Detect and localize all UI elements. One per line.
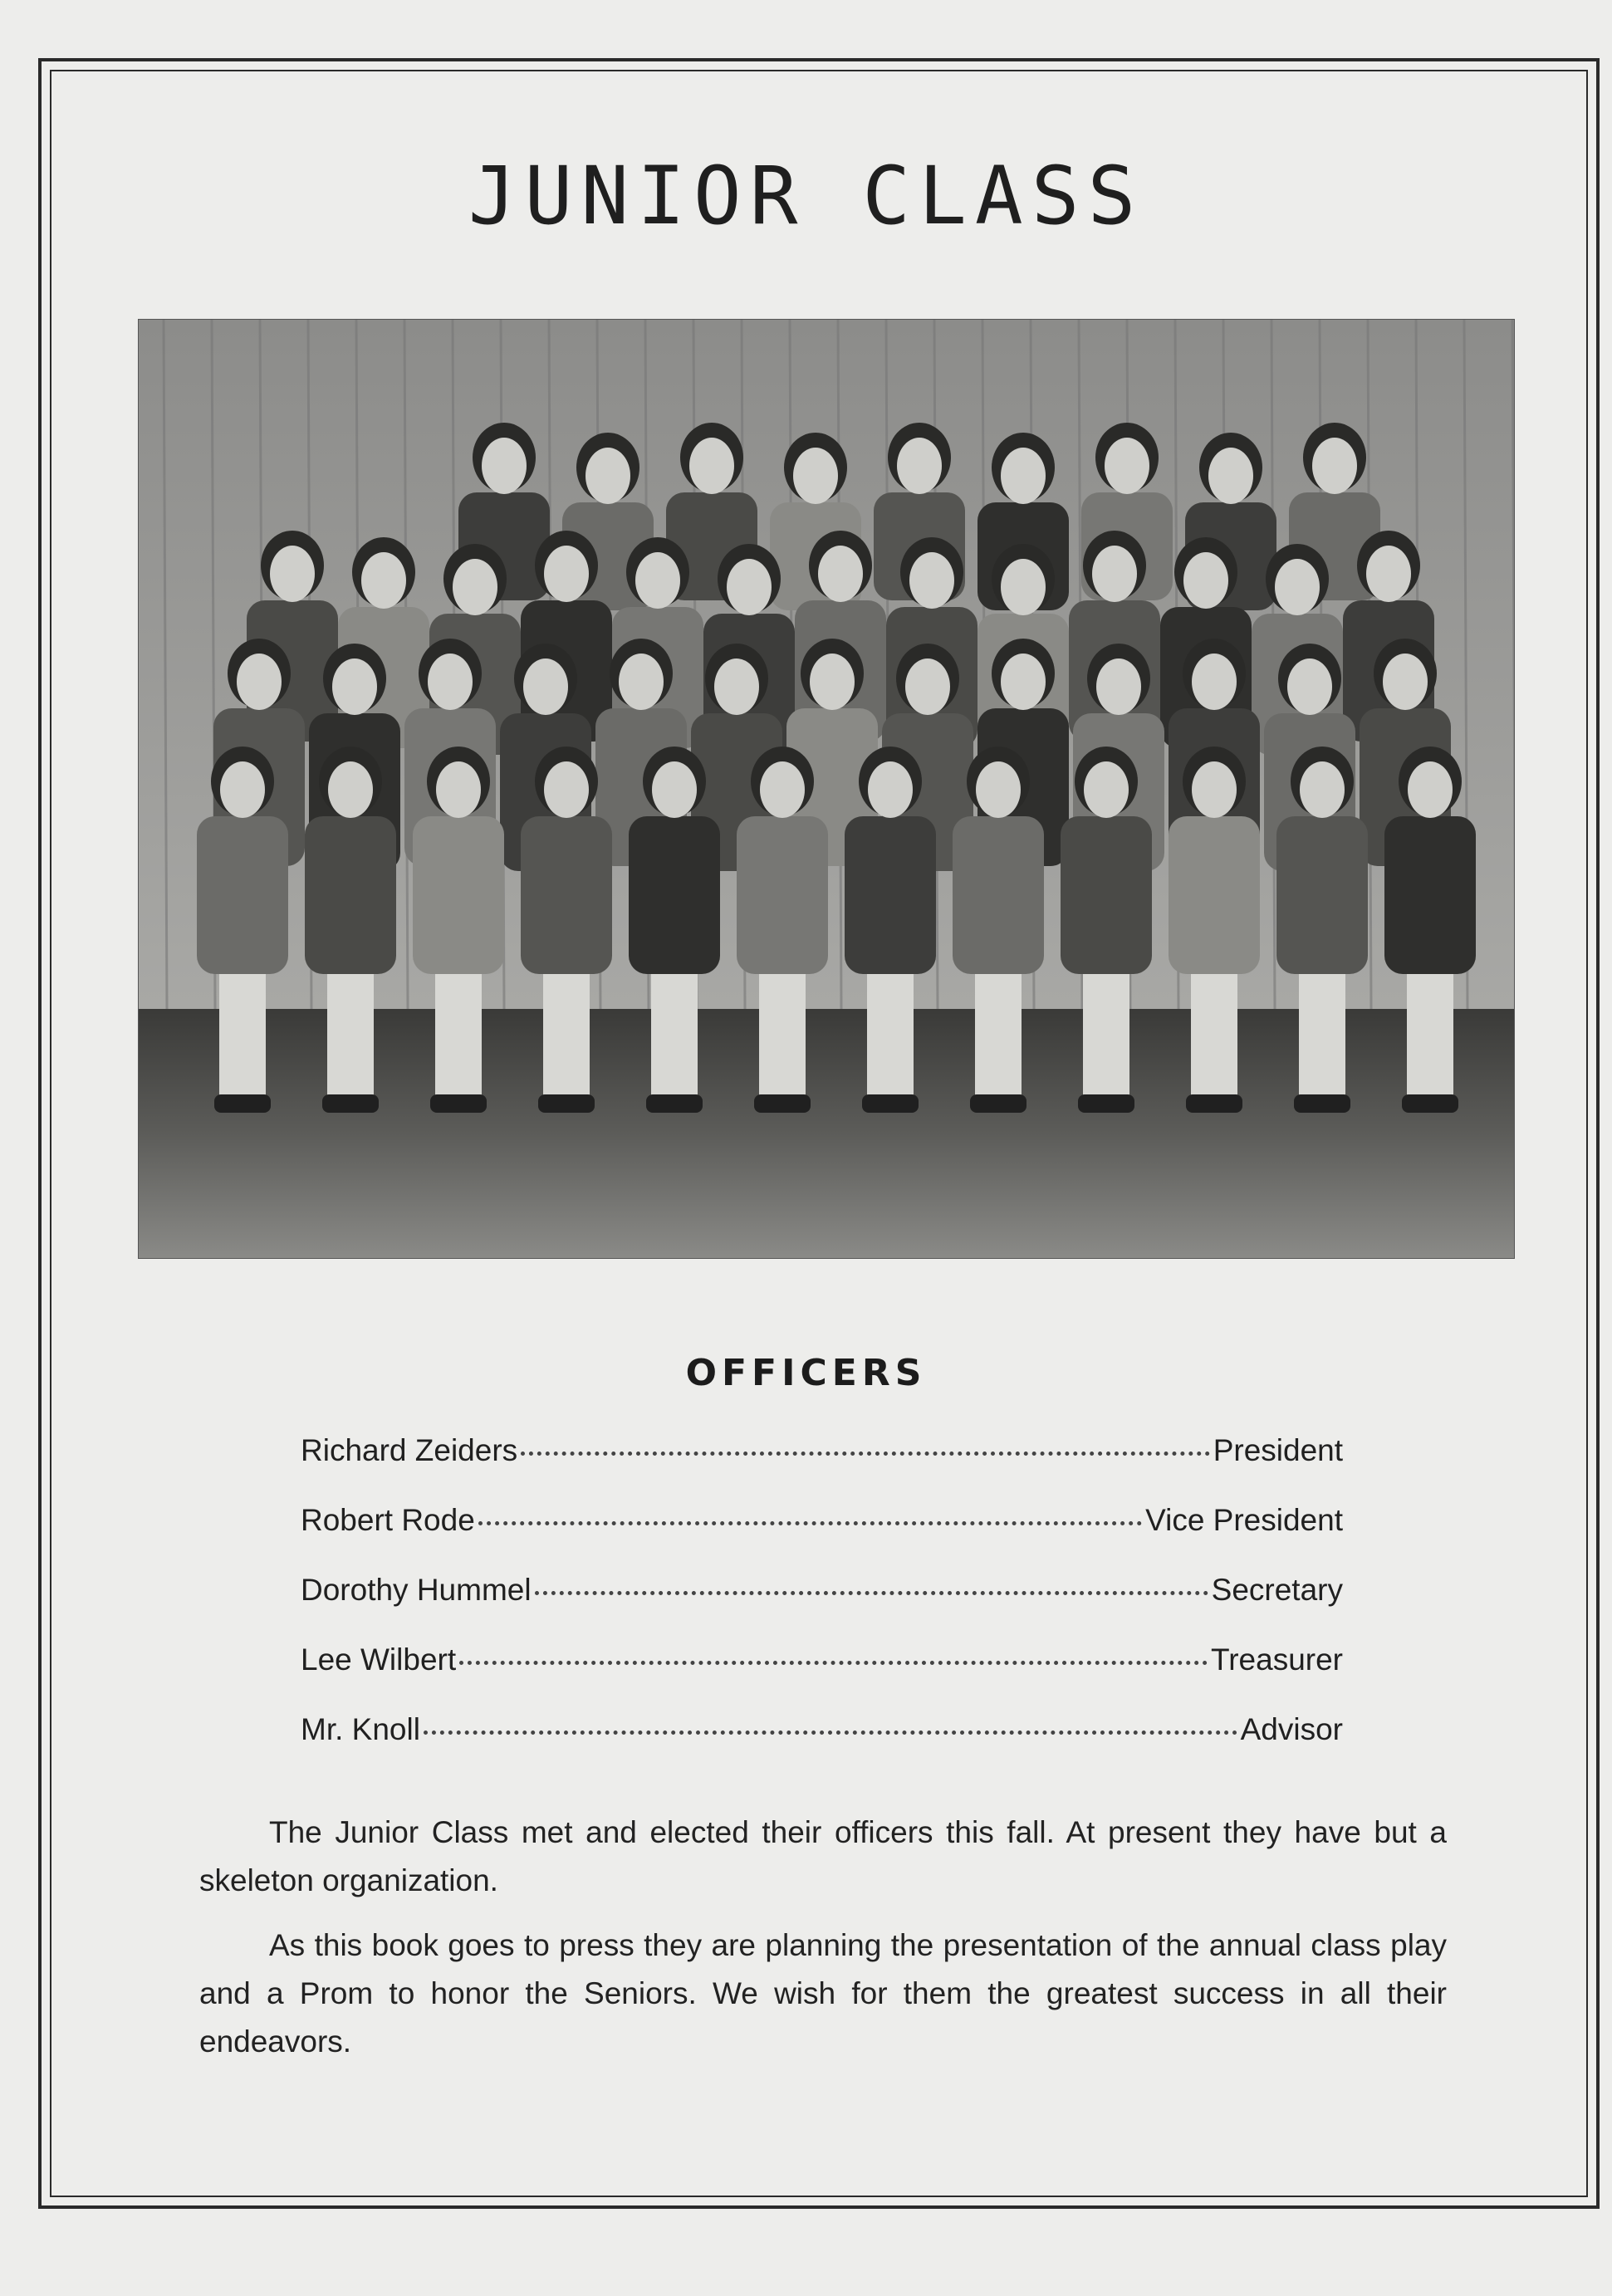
officer-title: Vice President bbox=[1145, 1503, 1343, 1537]
officer-row bbox=[301, 1503, 1343, 1573]
paragraph: As this book goes to press they are planning the presentation of the annual class play and a Prom to honor the Seniors. We wish for them the greatest success in all their endeavors. bbox=[199, 1928, 1447, 2059]
officer-title: Advisor bbox=[1240, 1712, 1343, 1746]
officer-list bbox=[301, 1433, 1343, 1782]
officers-heading: OFFICERS bbox=[685, 1352, 927, 1394]
officer-title: Treasurer bbox=[1210, 1642, 1343, 1677]
body-text bbox=[199, 1809, 1447, 2083]
officer-name: Richard Zeiders bbox=[301, 1433, 518, 1467]
officer-name: Dorothy Hummel bbox=[301, 1573, 532, 1607]
dot-leader bbox=[478, 1521, 1142, 1525]
paragraph: The Junior Class met and elected their officers this fall. At present they have but a skeleton organization. bbox=[199, 1815, 1447, 1897]
officer-row bbox=[301, 1712, 1343, 1782]
officer-name: Mr. Knoll bbox=[301, 1712, 420, 1746]
dot-leader bbox=[521, 1452, 1210, 1456]
officer-row bbox=[301, 1642, 1343, 1712]
officer-title: President bbox=[1213, 1433, 1343, 1467]
dot-leader bbox=[535, 1591, 1208, 1595]
dot-leader bbox=[459, 1661, 1208, 1665]
class-group-photo bbox=[139, 320, 1514, 1258]
page-title: JUNIOR CLASS bbox=[468, 149, 1144, 242]
officer-title: Secretary bbox=[1211, 1573, 1343, 1607]
officer-name: Robert Rode bbox=[301, 1503, 475, 1537]
dot-leader bbox=[424, 1731, 1237, 1735]
officer-name: Lee Wilbert bbox=[301, 1642, 457, 1677]
officer-row bbox=[301, 1433, 1343, 1503]
officer-row bbox=[301, 1573, 1343, 1642]
